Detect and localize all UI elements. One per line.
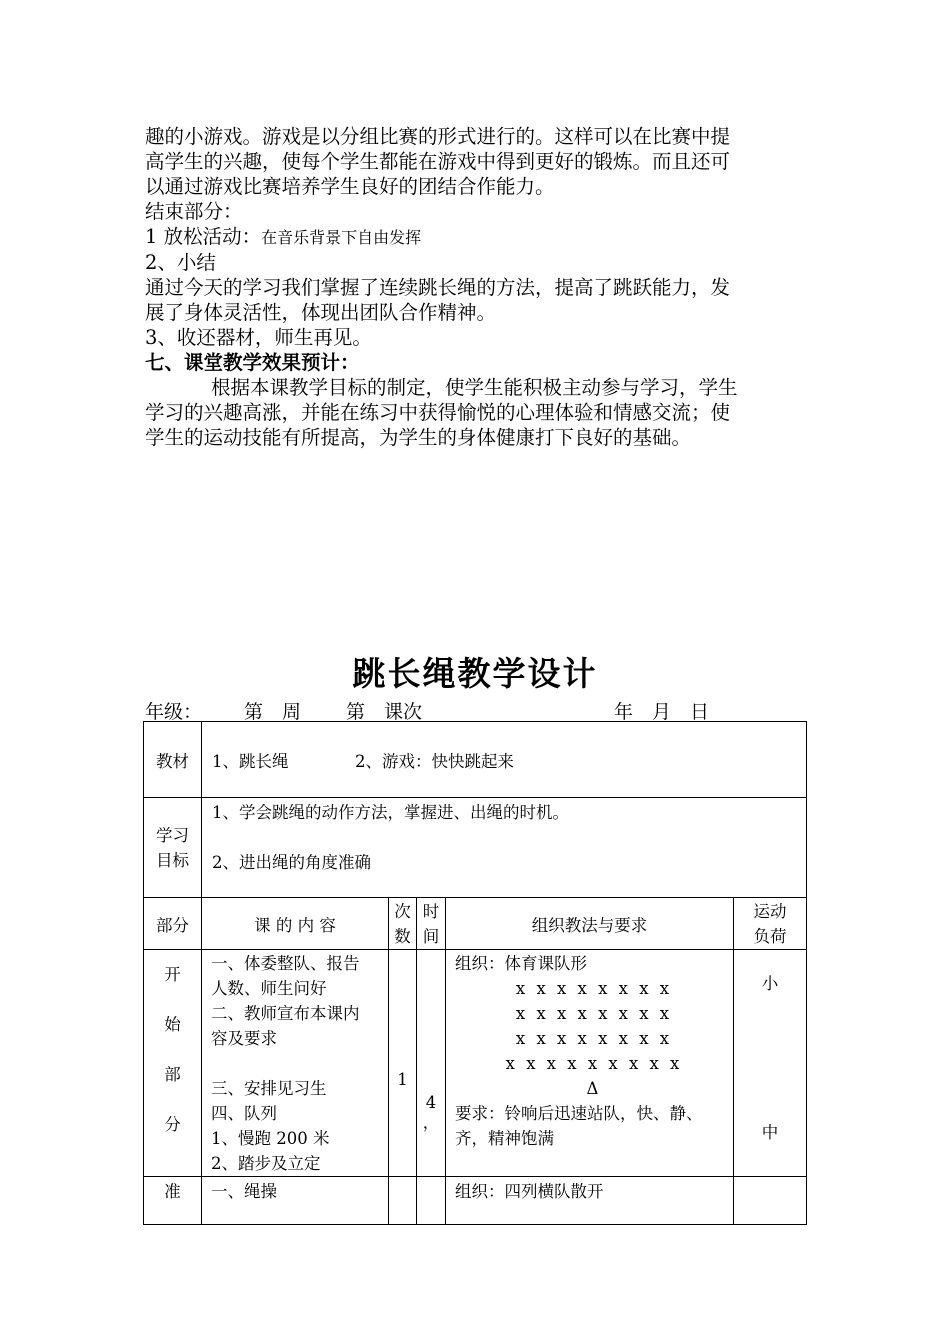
lesson-label: 第 课次 [346,701,423,723]
formation-row: x x x x x x x x [515,1029,673,1048]
content-line [211,1051,388,1076]
prep-method-cell [446,1177,734,1225]
prep-content-cell [202,1177,389,1225]
text-line: 3、收还器材，师生再见。 [145,326,372,349]
relax-label: 1 放松活动： [145,225,262,248]
section-7-heading: 七、课堂教学效果预计： [145,351,360,374]
closing-section-heading: 结束部分： [145,200,243,223]
prep-part-char: 准 [164,1182,181,1201]
formation-row: x x x x x x x x x [505,1054,683,1073]
material-cell [202,722,807,798]
text-line: 通过今天的学习我们掌握了连续跳长绳的方法，提高了跳跃能力，发 [145,276,731,299]
content-line: 三、安排见习生 [211,1079,327,1098]
teacher-mark: Δ [586,1079,602,1098]
start-part-char: 分 [164,1115,181,1134]
method-requirement: 齐，精神饱满 [455,1129,554,1148]
material-row [144,722,807,798]
goal-item: 1、学会跳绳的动作方法，掌握进、出绳的时机。 [212,803,569,822]
start-time-cell [417,950,446,1177]
start-count-cell [389,950,417,1177]
formation-row: x x x x x x x x [515,979,673,998]
start-part-char: 开 [164,965,181,984]
prep-content: 一、绳操 [211,1182,277,1201]
date-label: 年 月 日 [614,701,710,723]
content-line: 四、队列 [211,1104,277,1123]
relax-activity-line [145,224,810,250]
header-load-line: 负荷 [753,926,787,946]
start-part-char: 始 [164,1015,181,1034]
header-row [144,898,807,950]
goal-label-line: 目标 [156,850,189,870]
material-label: 教材 [144,722,202,798]
start-part-char: 部 [164,1065,181,1084]
goal-row [144,798,807,898]
start-content-cell [202,950,389,1177]
header-time-line: 间 [422,926,440,946]
start-count: 1 [397,1070,408,1089]
load-low: 小 [761,974,779,993]
content-line: 二、教师宣布本课内 [211,1004,360,1023]
relax-text: 在音乐背景下自由发挥 [261,228,422,247]
start-part-cell [144,950,202,1177]
goal-item: 2、进出绳的角度准确 [212,853,371,872]
text-line: 趣的小游戏。游戏是以分组比赛的形式进行的。这样可以在比赛中提 [145,125,731,148]
material-item: 2、游戏：快快跳起来 [355,751,514,771]
text-line: 高学生的兴趣，使每个学生都能在游戏中得到更好的锻炼。而且还可 [145,150,731,173]
text-line: 学生的运动技能有所提高，为学生的身体健康打下良好的基础。 [145,426,692,449]
header-count-line: 数 [394,926,411,946]
lesson-plan-table [143,721,807,1225]
method-org: 组织：体育课队形 [455,954,587,973]
content-line: 2、踏步及立定 [211,1154,321,1173]
content-line: 1、慢跑 200 米 [211,1129,330,1148]
header-time-line: 时 [422,901,440,921]
goal-cell [202,798,807,898]
header-load [734,898,807,950]
text-line: 展了身体灵活性，体现出团队合作精神。 [145,301,497,324]
header-load-line: 运动 [753,901,787,921]
header-content: 课 的 内 容 [202,898,389,950]
start-time: 4 [425,1093,437,1112]
prep-count-cell [389,1177,417,1225]
header-method: 组织教法与要求 [446,898,734,950]
header-count [389,898,417,950]
prep-row [144,1177,807,1225]
content-line: 人数、师生问好 [211,979,327,998]
header-time [417,898,446,950]
text-line: 以通过游戏比赛培养学生良好的团结合作能力。 [145,175,555,198]
prep-time-cell [417,1177,446,1225]
content-line: 容及要求 [211,1029,277,1048]
load-medium: 中 [761,1123,779,1142]
design-title: 跳长绳教学设计 [352,654,598,693]
summary-heading: 2、小结 [145,251,216,274]
prep-method: 组织：四列横队散开 [455,1182,604,1201]
material-item: 1、跳长绳 [212,751,289,771]
goal-label [144,798,202,898]
grade-label: 年级： [145,701,203,723]
continuation-paragraph [145,124,810,450]
text-line: 学习的兴趣高涨，并能在练习中获得愉悦的心理体验和情感交流；使 [145,401,731,424]
prep-part-cell [144,1177,202,1225]
method-requirement: 要求：铃响后迅速站队，快、静、 [455,1104,703,1123]
header-count-line: 次 [394,901,411,921]
start-method-cell [446,950,734,1177]
content-line: 一、体委整队、报告 [211,954,360,973]
goal-label-line: 学习 [156,825,189,845]
week-label: 第 周 [244,701,302,723]
start-time-mark: ， [422,1113,440,1132]
start-load-cell [734,950,807,1177]
prep-load-cell [734,1177,807,1225]
formation-row: x x x x x x x x [515,1004,673,1023]
start-row [144,950,807,1177]
text-line: 根据本课教学目标的制定，使学生能积极主动参与学习，学生 [211,376,738,399]
header-part: 部分 [144,898,202,950]
